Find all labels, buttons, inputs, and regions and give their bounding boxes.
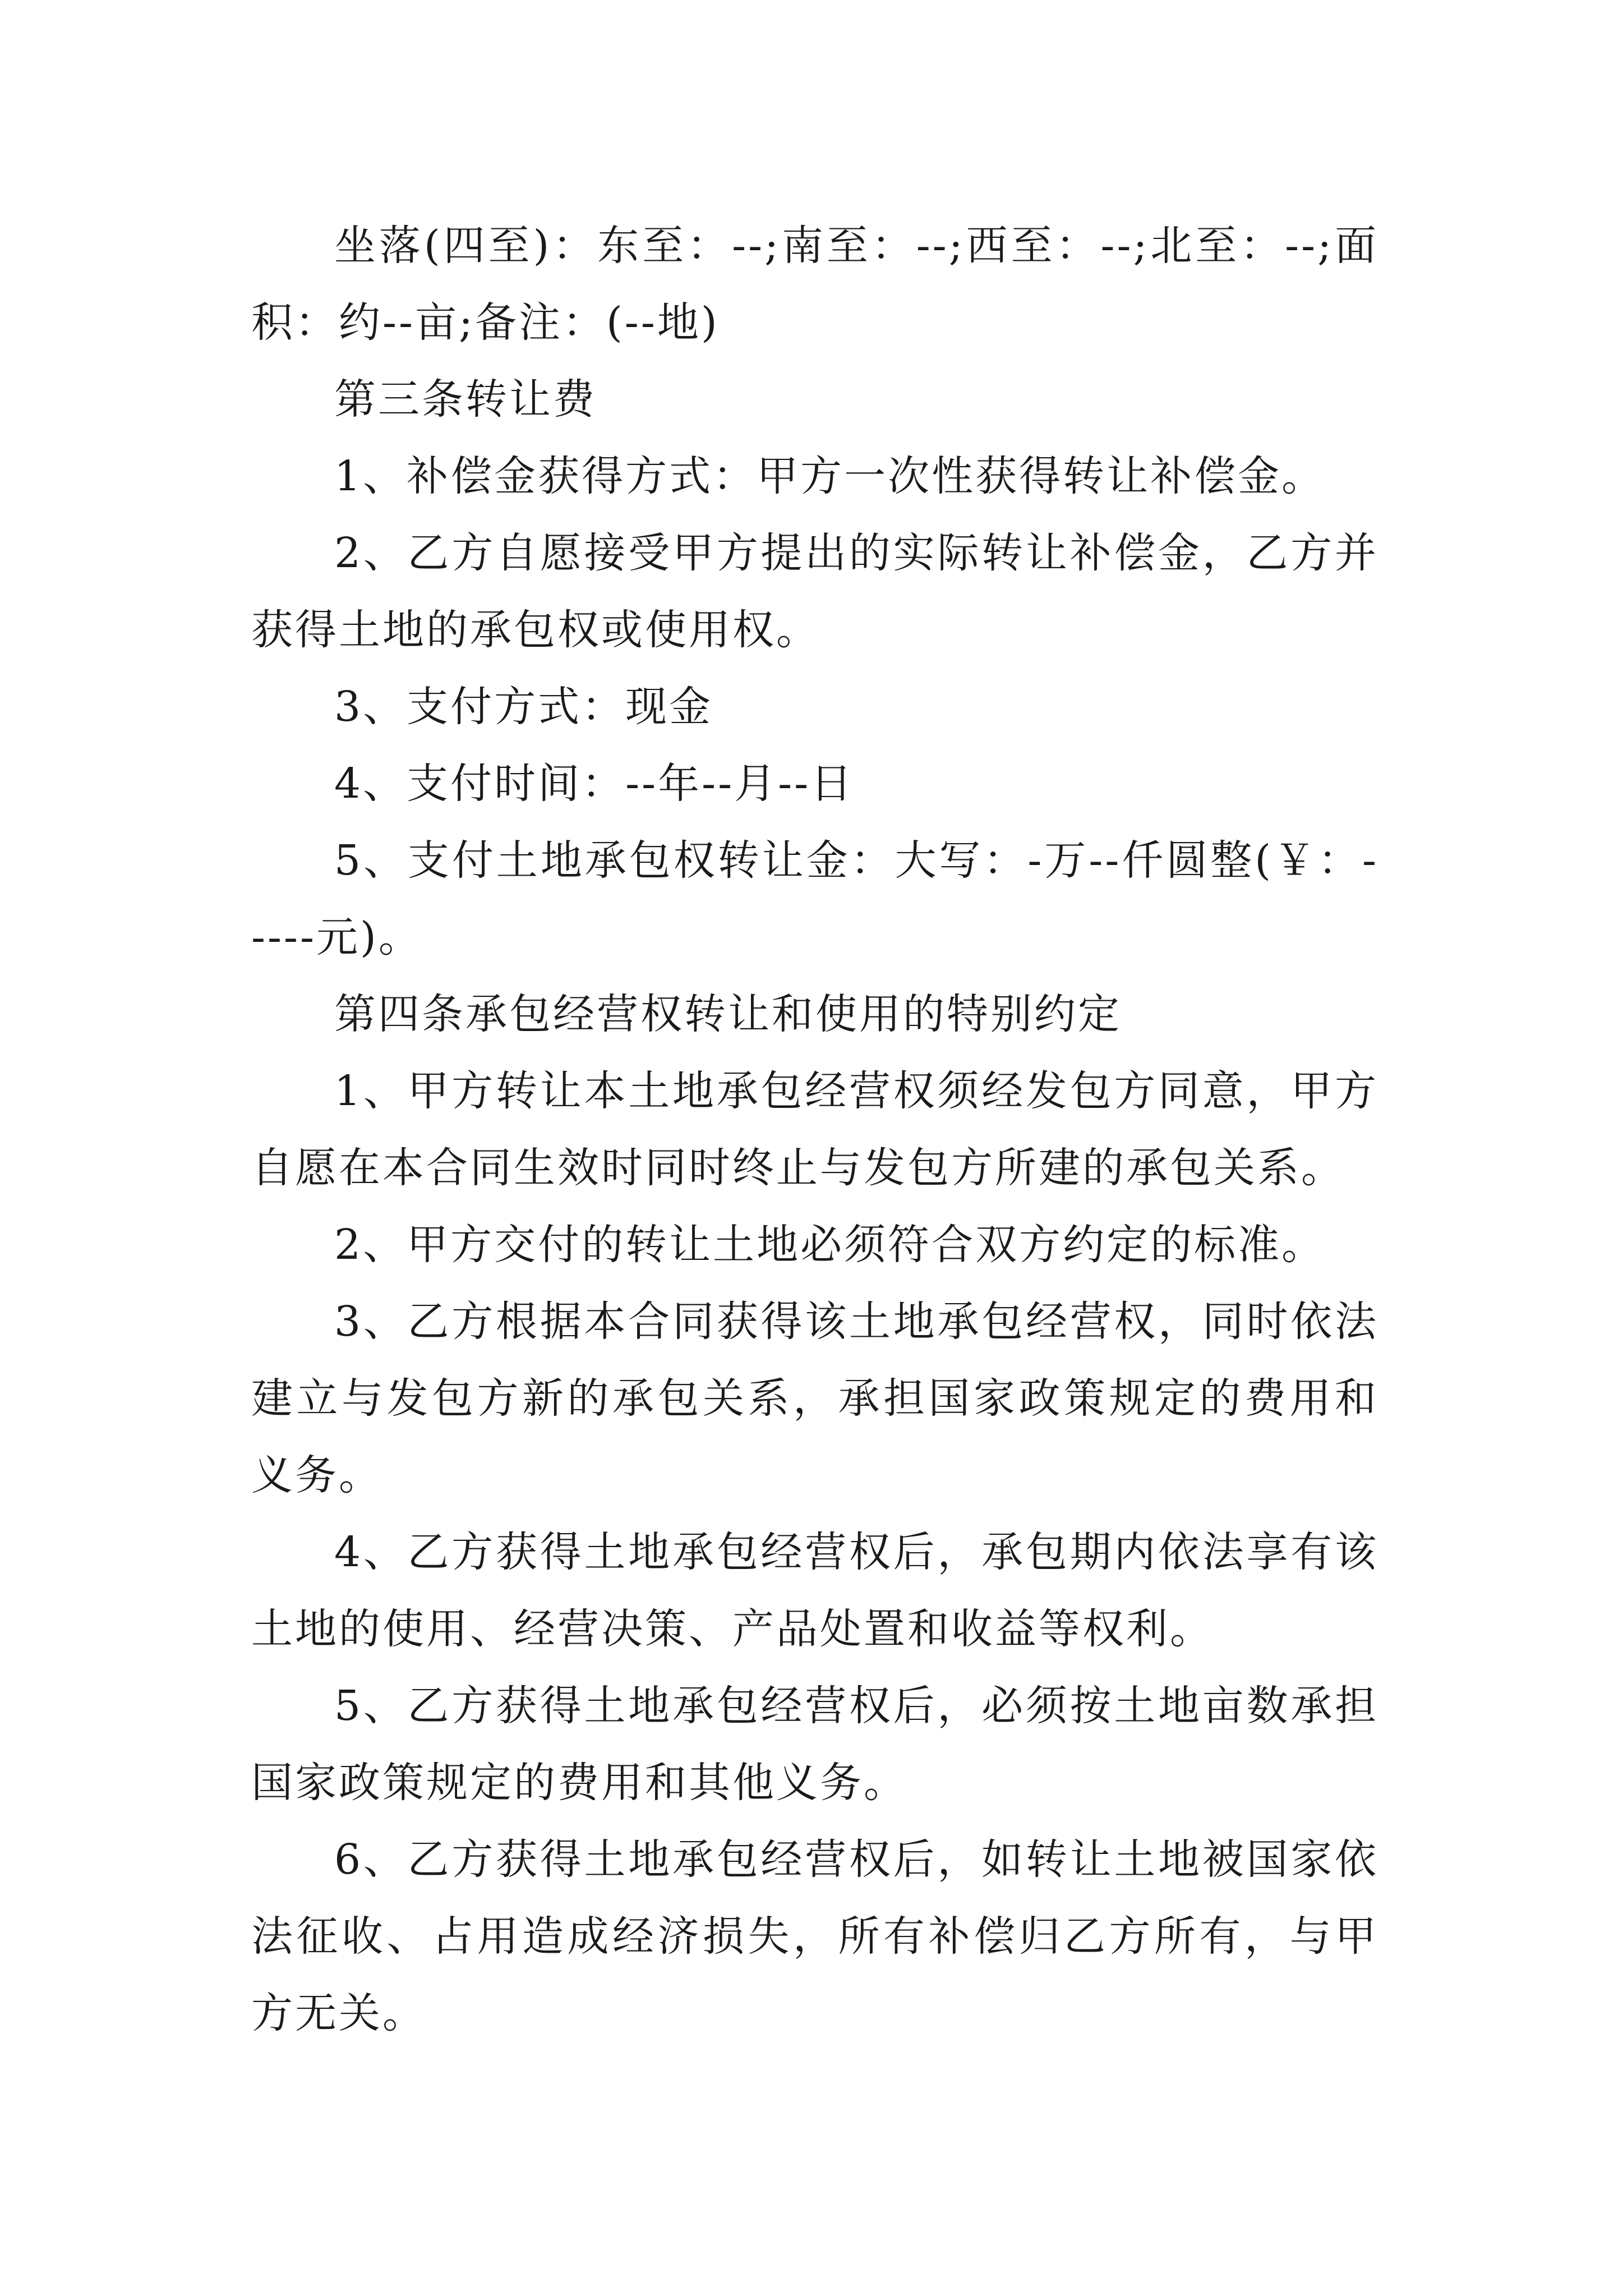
paragraph-4-1: 1、甲方转让本土地承包经营权须经发包方同意，甲方自愿在本合同生效时同时终止与发包方所建的承包关系。 bbox=[251, 1067, 1378, 1192]
paragraph-4-2: 2、甲方交付的转让土地必须符合双方约定的标准。 bbox=[334, 1221, 1326, 1269]
heading-article-3: 第三条转让费 bbox=[334, 375, 597, 424]
paragraph-4-6: 6、乙方获得土地承包经营权后，如转让土地被国家依法征收、占用造成经济损失，所有补偿归乙方所有，与甲方无关。 bbox=[251, 1835, 1378, 2037]
document-body bbox=[251, 208, 1378, 2052]
paragraph-location: 坐落(四至)：东至：--;南至：--;西至：--;北至：--;面积：约--亩;备注：(--地) bbox=[251, 222, 1378, 347]
paragraph-3-5: 5、支付土地承包权转让金：大写：-万--仟圆整(￥：-----元)。 bbox=[251, 836, 1378, 961]
paragraph-4-5: 5、乙方获得土地承包经营权后，必须按土地亩数承担国家政策规定的费用和其他义务。 bbox=[251, 1682, 1378, 1807]
heading-article-4: 第四条承包经营权转让和使用的特别约定 bbox=[334, 990, 1122, 1038]
paragraph-3-1: 1、补偿金获得方式：甲方一次性获得转让补偿金。 bbox=[334, 452, 1326, 500]
paragraph-4-4: 4、乙方获得土地承包经营权后，承包期内依法享有该土地的使用、经营决策、产品处置和收益等权利。 bbox=[251, 1528, 1378, 1653]
paragraph-3-2: 2、乙方自愿接受甲方提出的实际转让补偿金，乙方并获得土地的承包权或使用权。 bbox=[251, 529, 1378, 654]
paragraph-3-4: 4、支付时间：--年--月--日 bbox=[334, 760, 855, 808]
paragraph-3-3: 3、支付方式：现金 bbox=[334, 683, 713, 731]
paragraph-4-3: 3、乙方根据本合同获得该土地承包经营权，同时依法建立与发包方新的承包关系，承担国家政策规定的费用和义务。 bbox=[251, 1297, 1378, 1499]
